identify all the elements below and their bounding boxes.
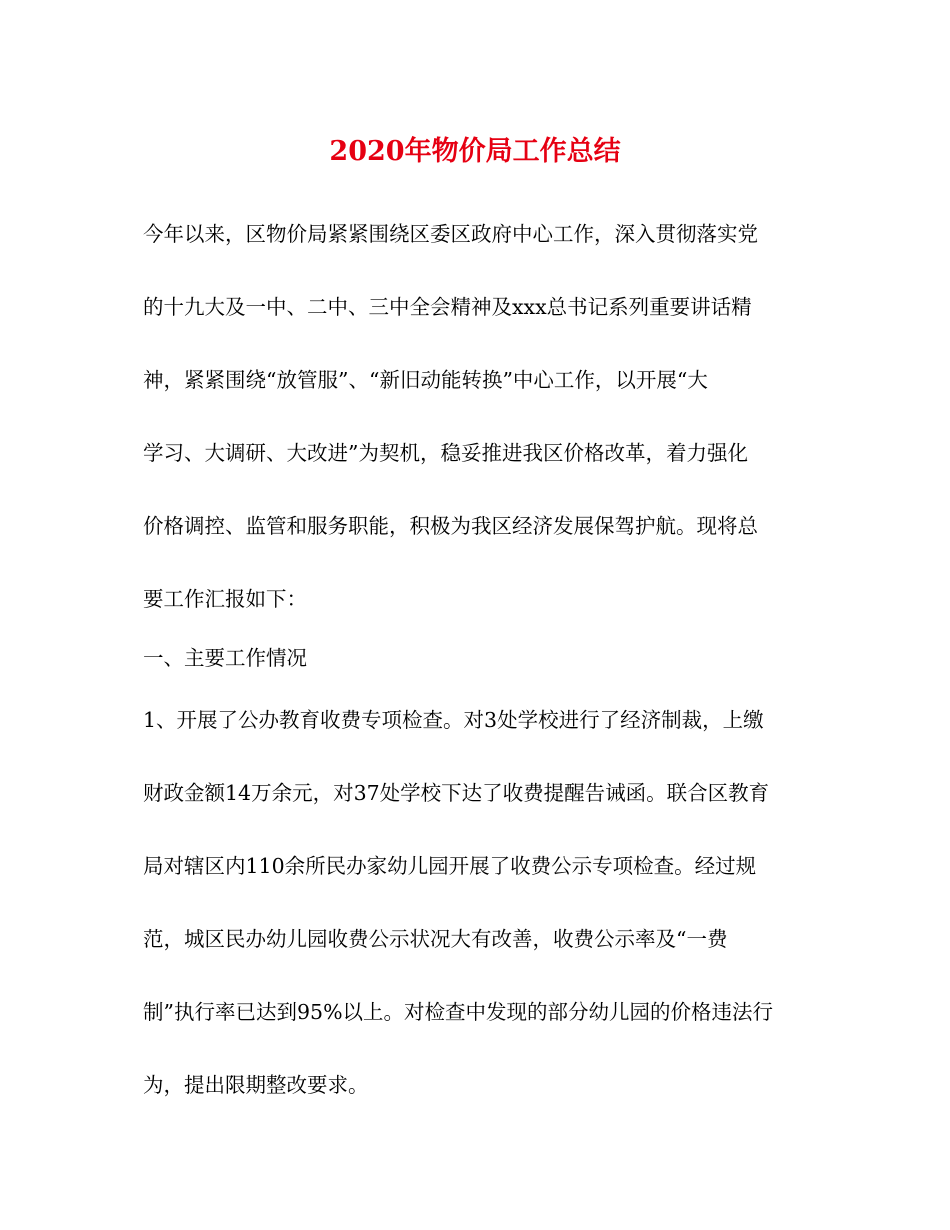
- section-heading: 一、主要工作情况: [143, 646, 307, 670]
- paragraph-line: 1、开展了公办教育收费专项检查。对3处学校进行了经济制裁，上缴: [143, 708, 764, 732]
- paragraph-line: 范，城区民办幼儿园收费公示状况大有改善，收费公示率及“一费: [143, 927, 728, 951]
- paragraph-line: 今年以来，区物价局紧紧围绕区委区政府中心工作，深入贯彻落实党: [143, 222, 758, 246]
- paragraph-line: 财政金额14万余元，对37处学校下达了收费提醒告诫函。联合区教育: [143, 781, 770, 805]
- paragraph-line: 神，紧紧围绕“放管服”、“新旧动能转换”中心工作，以开展“大: [143, 368, 708, 392]
- paragraph-line: 学习、大调研、大改进”为契机，稳妥推进我区价格改革，着力强化: [143, 441, 748, 465]
- paragraph-line: 价格调控、监管和服务职能，积极为我区经济发展保驾护航。现将总: [143, 514, 758, 538]
- paragraph-line: 要工作汇报如下：: [143, 587, 307, 611]
- document-title: 2020年物价局工作总结: [329, 136, 621, 167]
- paragraph-line: 的十九大及一中、二中、三中全会精神及xxx总书记系列重要讲话精: [143, 295, 752, 319]
- paragraph-line: 制”执行率已达到95%以上。对检查中发现的部分幼儿园的价格违法行: [143, 1000, 774, 1024]
- paragraph-line: 局对辖区内110余所民办家幼儿园开展了收费公示专项检查。经过规: [143, 854, 757, 878]
- paragraph-line: 为，提出限期整改要求。: [143, 1073, 369, 1097]
